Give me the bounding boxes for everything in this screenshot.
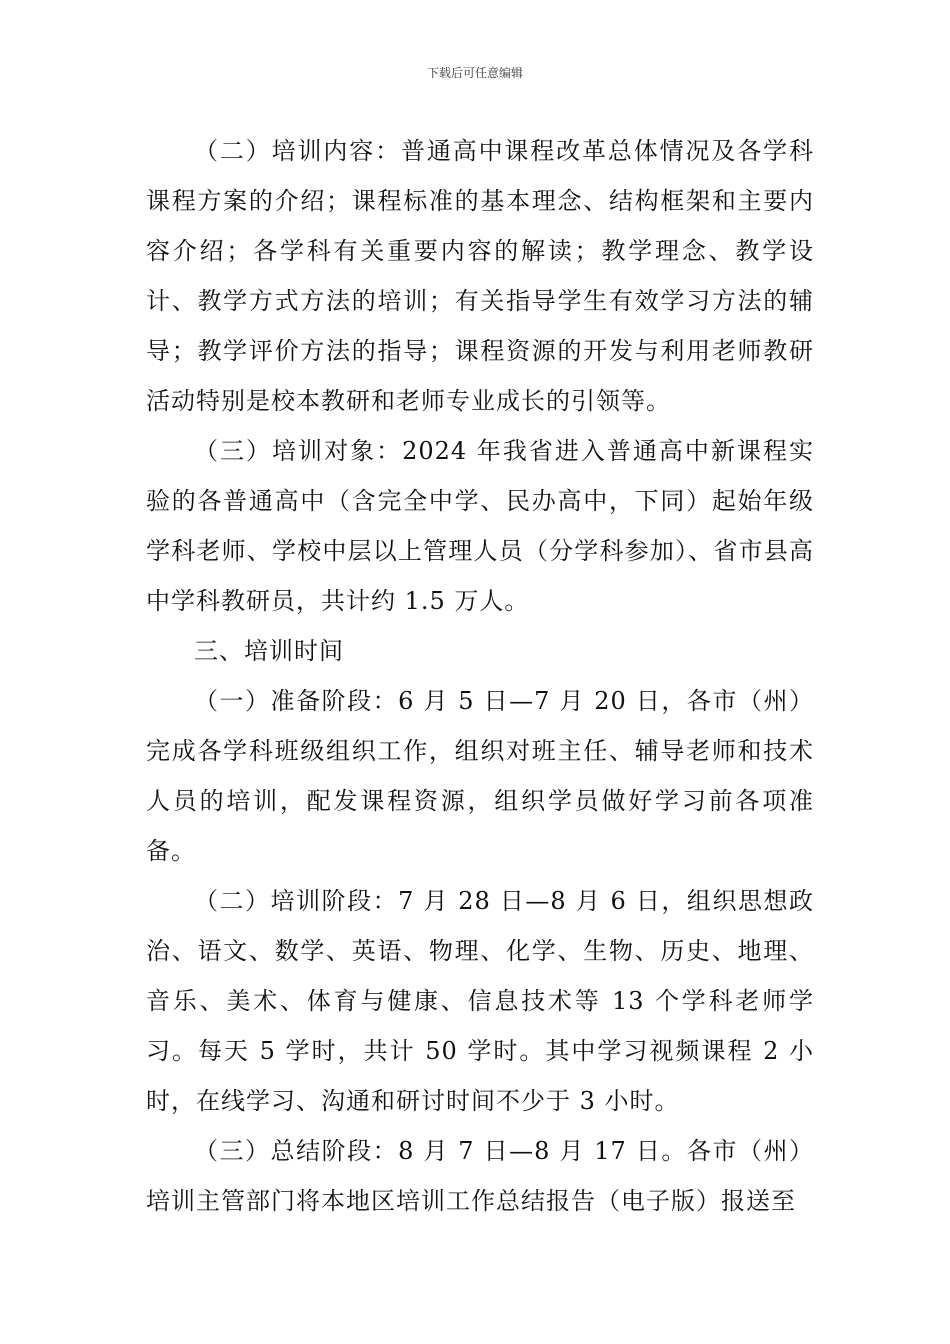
document-body xyxy=(146,126,814,1226)
section-heading-training-time: 三、培训时间 xyxy=(194,637,344,665)
paragraph-summary-phase: （三）总结阶段：8 月 7 日—8 月 17 日。各市（州）培训主管部门将本地区培训工作总结报告（电子版）报送至 xyxy=(146,1137,814,1215)
paragraph-training-targets: （三）培训对象：2024 年我省进入普通高中新课程实验的各普通高中（含完全中学、民办高中，下同）起始年级学科老师、学校中层以上管理人员（分学科参加）、省市县高中学科教研员，共计约 1.5 万人。 xyxy=(146,437,814,615)
paragraph-training-content: （二）培训内容：普通高中课程改革总体情况及各学科课程方案的介绍；课程标准的基本理念、结构框架和主要内容介绍；各学科有关重要内容的解读；教学理念、教学设计、教学方式方法的培训；有关指导学生有效学习方法的辅导；教学评价方法的指导；课程资源的开发与利用老师教研活动特别是校本教研和老师专业成长的引领等。 xyxy=(146,137,814,415)
header-note: 下载后可任意编辑 xyxy=(426,66,523,80)
paragraph-training-phase: （二）培训阶段：7 月 28 日—8 月 6 日，组织思想政治、语文、数学、英语、物理、化学、生物、历史、地理、音乐、美术、体育与健康、信息技术等 13 个学科老师学习。每天 5 学时，共计 50 学时。其中学习视频课程 2 小时，在线学习、沟通和研讨时间不少于 3 小时。 xyxy=(146,887,814,1115)
paragraph-preparation-phase: （一）准备阶段：6 月 5 日—7 月 20 日，各市（州）完成各学科班级组织工作，组织对班主任、辅导老师和技术人员的培训，配发课程资源，组织学员做好学习前各项准备。 xyxy=(146,687,814,865)
